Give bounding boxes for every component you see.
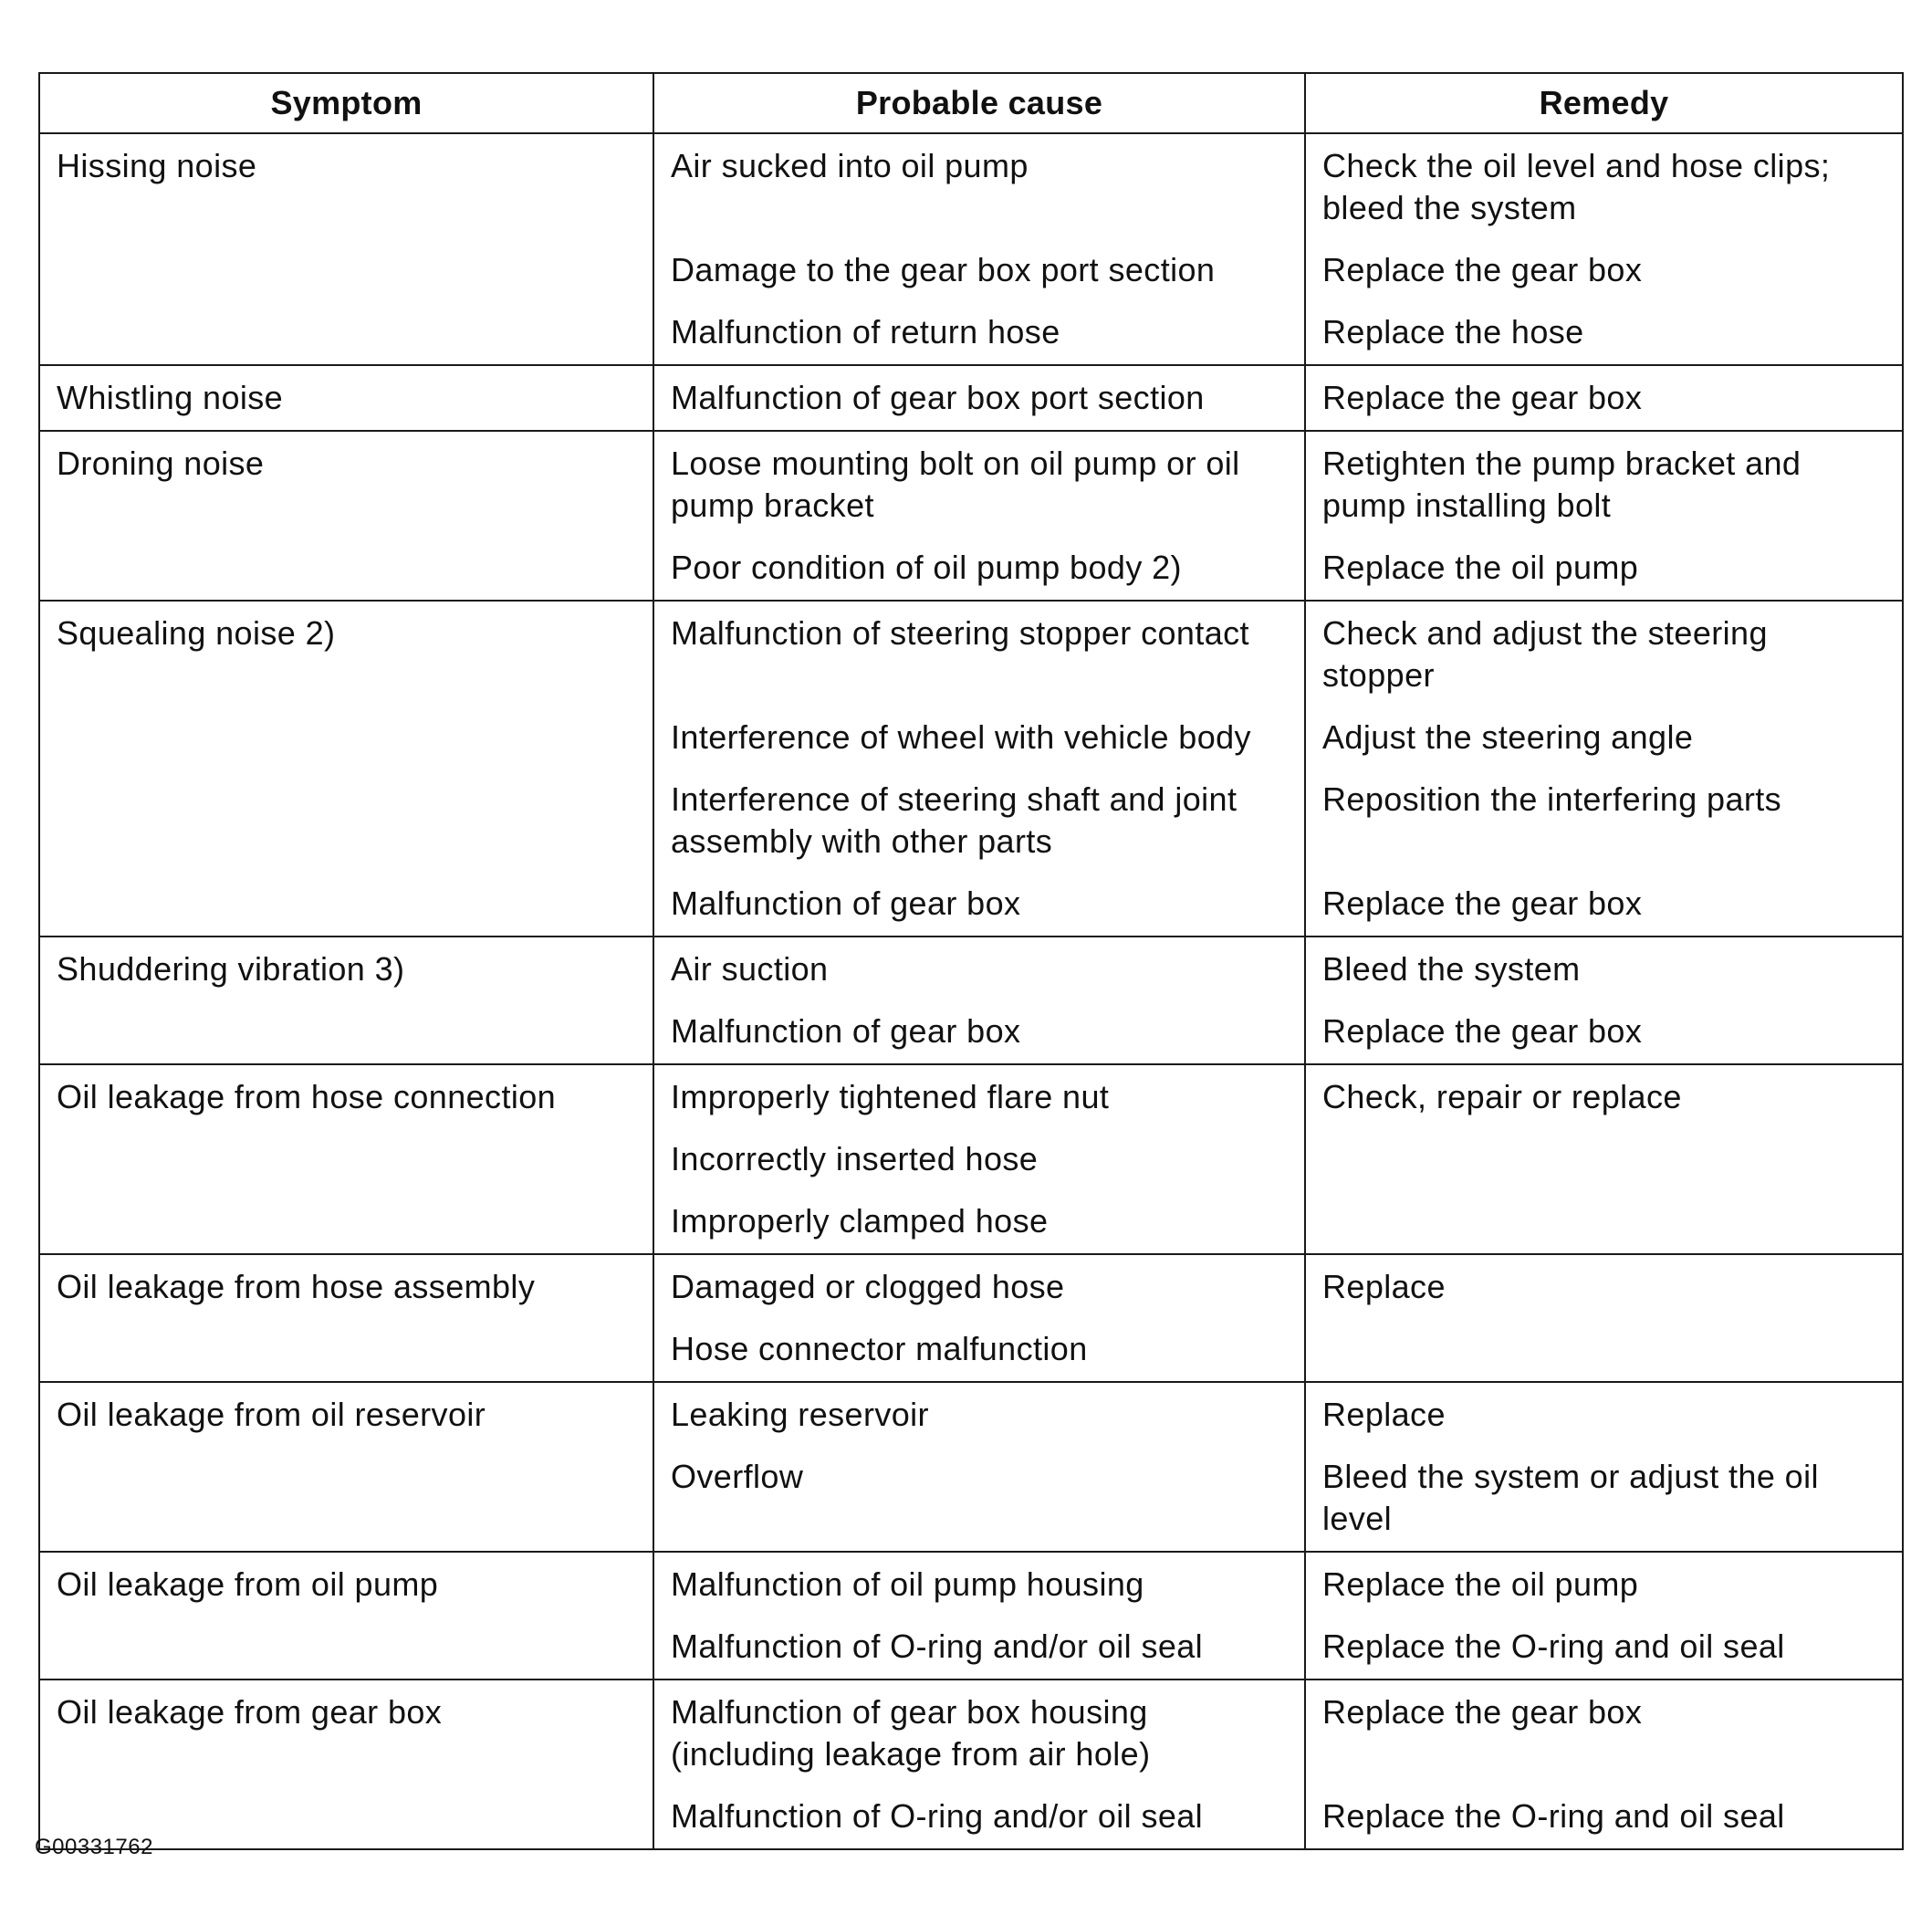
symptom-cell — [39, 365, 653, 431]
probable-cause-text: Malfunction of gear box — [671, 884, 1021, 922]
probable-cause-text: Improperly clamped hose — [671, 1202, 1049, 1240]
symptom-cell — [39, 1680, 653, 1849]
probable-cause-cell — [653, 1064, 1305, 1254]
remedy-cell — [1305, 1552, 1903, 1680]
remedy-text: Replace the gear box — [1322, 251, 1643, 288]
probable-cause-text: Malfunction of O-ring and/or oil seal — [671, 1797, 1204, 1835]
probable-cause-text: Loose mounting bolt on oil pump or oil pump bracket — [671, 445, 1240, 524]
probable-cause-text: Poor condition of oil pump body 2) — [671, 549, 1182, 586]
probable-cause-text: Damaged or clogged hose — [671, 1268, 1065, 1305]
table-row — [39, 601, 1903, 937]
symptom-text: Oil leakage from gear box — [57, 1693, 443, 1731]
remedy-text: Check the oil level and hose clips; bleed the system — [1322, 147, 1831, 226]
troubleshooting-table — [38, 72, 1904, 1850]
symptom-cell — [39, 1064, 653, 1254]
remedy-cell — [1305, 1254, 1903, 1382]
symptom-text: Droning noise — [57, 445, 265, 482]
remedy-text — [1322, 1138, 1885, 1180]
probable-cause-text: Malfunction of return hose — [671, 313, 1060, 351]
table-row — [39, 1064, 1903, 1254]
probable-cause-text: Air sucked into oil pump — [671, 147, 1029, 184]
symptom-text: Oil leakage from hose assembly — [57, 1268, 536, 1305]
probable-cause-text: Air suction — [671, 950, 829, 988]
symptom-text: Whistling noise — [57, 379, 284, 416]
probable-cause-cell — [653, 1680, 1305, 1849]
probable-cause-text: Malfunction of gear box — [671, 1012, 1021, 1050]
probable-cause-text: Interference of steering shaft and joint assembly with other parts — [671, 780, 1238, 860]
probable-cause-text: Interference of wheel with vehicle body — [671, 718, 1251, 756]
probable-cause-text: Leaking reservoir — [671, 1396, 929, 1433]
remedy-cell — [1305, 365, 1903, 431]
table-row — [39, 937, 1903, 1064]
table-row — [39, 431, 1903, 601]
remedy-cell — [1305, 1382, 1903, 1552]
probable-cause-cell — [653, 431, 1305, 601]
remedy-text: Replace — [1322, 1396, 1446, 1433]
probable-cause-text: Malfunction of steering stopper contact — [671, 614, 1249, 652]
table-row — [39, 1382, 1903, 1552]
remedy-text: Retighten the pump bracket and pump installing bolt — [1322, 445, 1801, 524]
probable-cause-cell — [653, 1382, 1305, 1552]
table-row — [39, 365, 1903, 431]
remedy-cell — [1305, 1064, 1903, 1254]
remedy-cell — [1305, 133, 1903, 365]
remedy-text: Replace the oil pump — [1322, 1565, 1639, 1603]
probable-cause-text: Malfunction of gear box port section — [671, 379, 1205, 416]
remedy-text: Replace — [1322, 1268, 1446, 1305]
figure-code: G00331762 — [35, 1835, 153, 1859]
symptom-cell — [39, 1382, 653, 1552]
remedy-text — [1322, 1328, 1885, 1370]
table-body — [39, 133, 1903, 1849]
table-row — [39, 1680, 1903, 1849]
symptom-cell — [39, 133, 653, 365]
header-probable-cause: Probable cause — [653, 73, 1305, 133]
probable-cause-cell — [653, 601, 1305, 937]
header-row — [39, 73, 1903, 133]
probable-cause-text: Hose connector malfunction — [671, 1330, 1088, 1367]
probable-cause-text: Malfunction of gear box housing (including leakage from air hole) — [671, 1693, 1151, 1773]
header-remedy: Remedy — [1305, 73, 1903, 133]
remedy-cell — [1305, 431, 1903, 601]
remedy-text: Check and adjust the steering stopper — [1322, 614, 1768, 694]
table-row — [39, 133, 1903, 365]
remedy-text: Replace the gear box — [1322, 884, 1643, 922]
probable-cause-text: Malfunction of oil pump housing — [671, 1565, 1144, 1603]
symptom-text: Oil leakage from oil reservoir — [57, 1396, 486, 1433]
symptom-text: Hissing noise — [57, 147, 257, 184]
symptom-cell — [39, 1254, 653, 1382]
remedy-text: Replace the gear box — [1322, 1693, 1643, 1731]
remedy-text: Replace the oil pump — [1322, 549, 1639, 586]
troubleshooting-table-container — [38, 72, 1902, 1850]
remedy-text: Bleed the system or adjust the oil level — [1322, 1458, 1819, 1537]
remedy-text: Check, repair or replace — [1322, 1078, 1682, 1115]
remedy-cell — [1305, 937, 1903, 1064]
symptom-cell — [39, 1552, 653, 1680]
remedy-text: Replace the O-ring and oil seal — [1322, 1797, 1785, 1835]
symptom-cell — [39, 601, 653, 937]
symptom-text: Squealing noise 2) — [57, 614, 336, 652]
probable-cause-cell — [653, 937, 1305, 1064]
probable-cause-text: Malfunction of O-ring and/or oil seal — [671, 1627, 1204, 1665]
probable-cause-cell — [653, 365, 1305, 431]
table-row — [39, 1552, 1903, 1680]
remedy-cell — [1305, 1680, 1903, 1849]
probable-cause-cell — [653, 1254, 1305, 1382]
remedy-text: Replace the gear box — [1322, 379, 1643, 416]
probable-cause-text: Incorrectly inserted hose — [671, 1140, 1039, 1177]
probable-cause-text: Improperly tightened flare nut — [671, 1078, 1110, 1115]
symptom-text: Oil leakage from oil pump — [57, 1565, 439, 1603]
symptom-text: Shuddering vibration 3) — [57, 950, 405, 988]
remedy-text: Replace the gear box — [1322, 1012, 1643, 1050]
symptom-cell — [39, 937, 653, 1064]
table-row — [39, 1254, 1903, 1382]
probable-cause-cell — [653, 133, 1305, 365]
probable-cause-text: Overflow — [671, 1458, 804, 1495]
remedy-text: Adjust the steering angle — [1322, 718, 1694, 756]
symptom-cell — [39, 431, 653, 601]
symptom-text: Oil leakage from hose connection — [57, 1078, 557, 1115]
remedy-text: Replace the O-ring and oil seal — [1322, 1627, 1785, 1665]
header-symptom: Symptom — [39, 73, 653, 133]
remedy-text: Reposition the interfering parts — [1322, 780, 1782, 818]
remedy-text: Replace the hose — [1322, 313, 1584, 351]
remedy-cell — [1305, 601, 1903, 937]
probable-cause-text: Damage to the gear box port section — [671, 251, 1216, 288]
remedy-text: Bleed the system — [1322, 950, 1581, 988]
remedy-text — [1322, 1200, 1885, 1242]
probable-cause-cell — [653, 1552, 1305, 1680]
